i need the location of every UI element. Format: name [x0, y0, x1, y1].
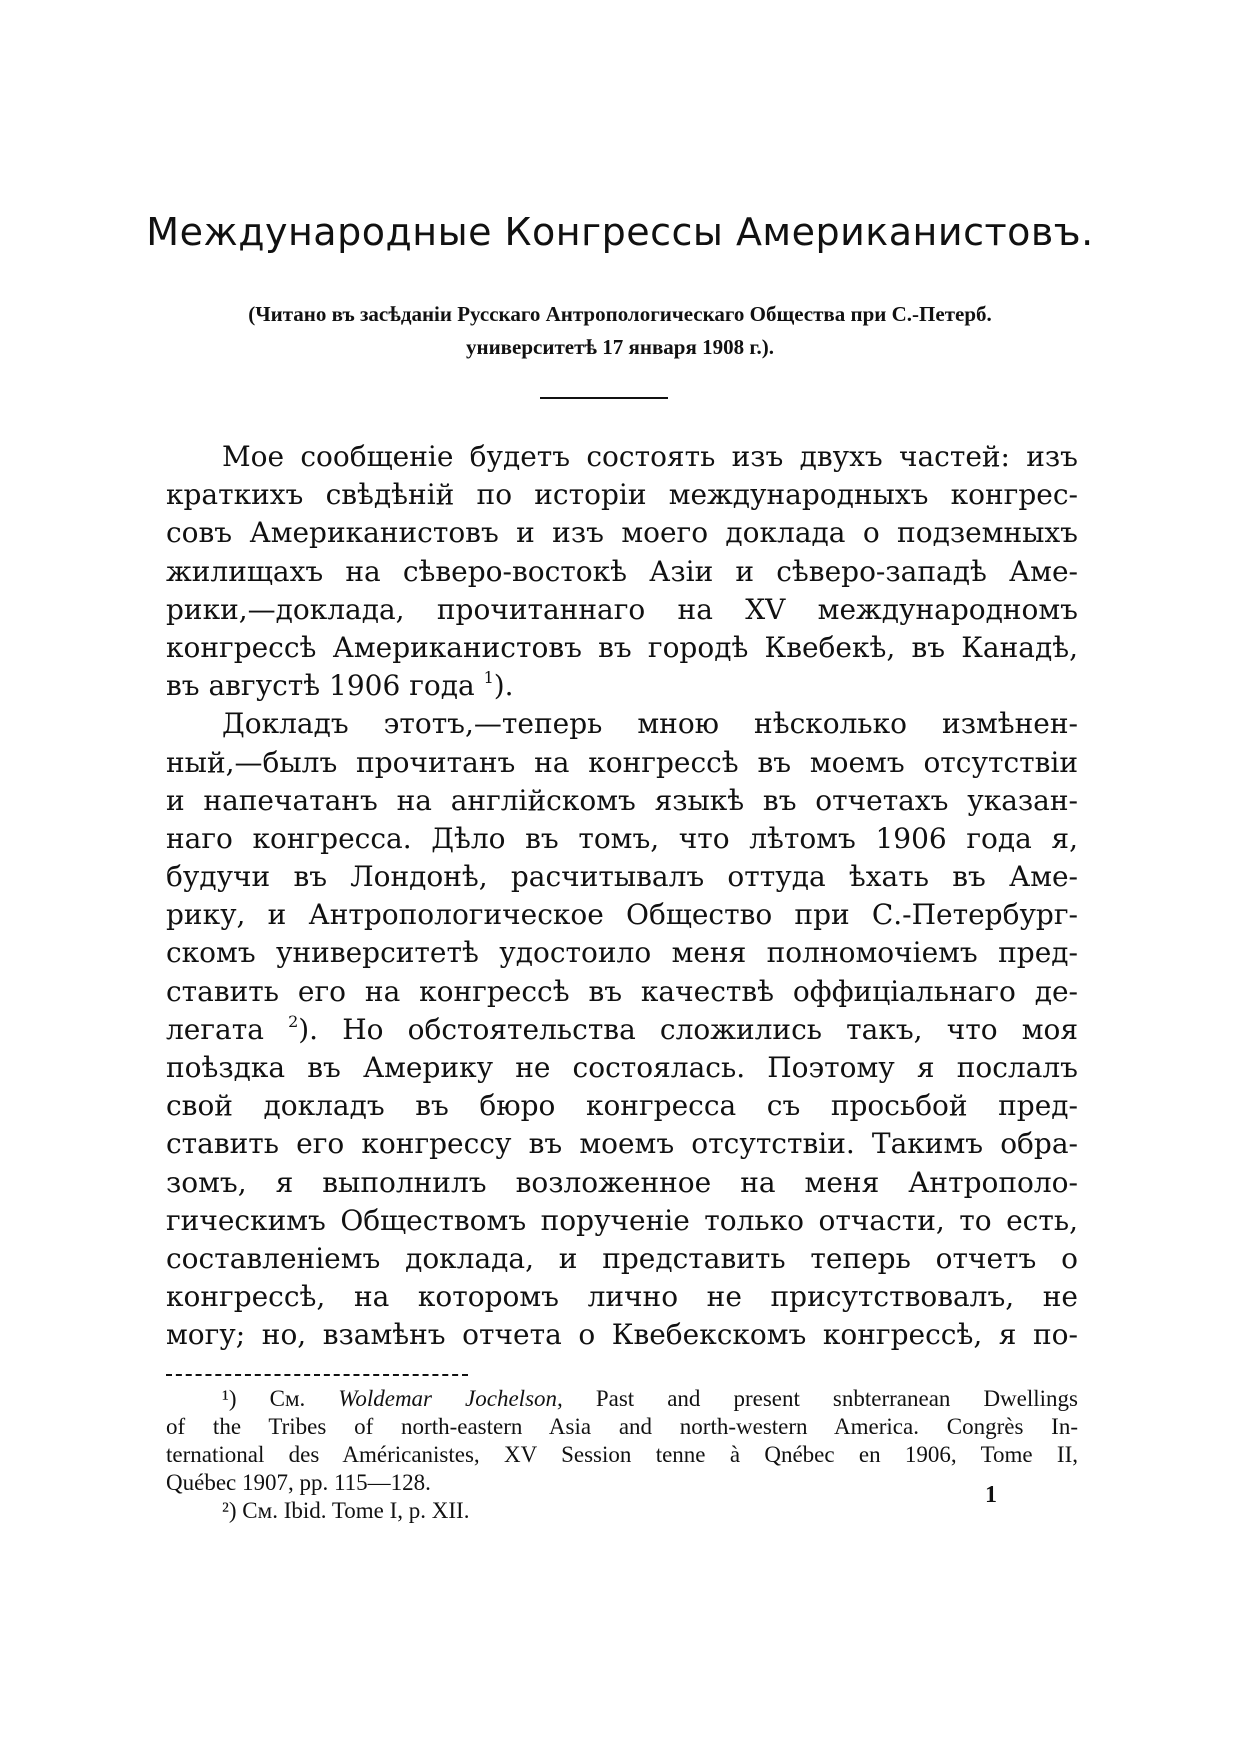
text-line: рику, и Антропологическое Общество при С.-Петербург-: [166, 898, 1078, 932]
text-line: гическимъ Обществомъ порученіе только отчасти, то есть,: [166, 1203, 1078, 1237]
text-line: поѣздка въ Америку не состоялась. Поэтому я послалъ: [166, 1051, 1078, 1084]
text-line: ставить его на конгрессѣ въ качествѣ оффиціальнаго де-: [166, 974, 1078, 1008]
footnote-author: Woldemar Jochelson,: [338, 1386, 563, 1411]
footnote-divider: [166, 1374, 468, 1376]
footnote-mark: ¹) См.: [222, 1386, 306, 1411]
footnote-1-line-4: Québec 1907, pp. 115—128.: [166, 1470, 431, 1495]
footnote-1-line-2: of the Tribes of north-eastern Asia and north-western America. Congrès In-: [166, 1414, 1078, 1439]
text-line: рики,—доклада, прочитаннаго на XV международномъ: [166, 592, 1078, 626]
text-line: зомъ, я выполнилъ возложенное на меня Антрополо-: [166, 1165, 1078, 1199]
subtitle-line-1: (Читано въ засѣданіи Русскаго Антропологическаго Общества при С.-Петерб.: [248, 302, 992, 326]
text-line: составленіемъ доклада, и представить теперь отчетъ о: [166, 1241, 1078, 1275]
footnote-text: Past and present snbterranean Dwellings: [595, 1386, 1078, 1411]
text-line: конгрессѣ, на которомъ лично не присутствовалъ, не: [166, 1280, 1078, 1314]
text-line: и напечатанъ на англійскомъ языкѣ въ отчетахъ указан-: [166, 783, 1078, 817]
paragraph-2: [166, 705, 1078, 1354]
subtitle-line-2: университетѣ 17 января 1908 г.).: [465, 335, 775, 359]
page-title: Международные Конгрессы Американистовъ.: [146, 210, 1094, 254]
footnote-ref-2: 2: [288, 1011, 299, 1031]
text-line: [166, 1011, 1078, 1049]
subtitle: [130, 298, 1110, 364]
text-line: свой докладъ въ бюро конгресса съ просьбой пред-: [166, 1089, 1078, 1123]
text-line: ставить его конгрессу въ моемъ отсутствіи. Такимъ обра-: [166, 1127, 1078, 1161]
text-fragment: въ августѣ 1906 года: [166, 669, 475, 703]
text-line-last: [166, 667, 1078, 705]
text-line: конгрессѣ Американистовъ въ городѣ Квебекѣ, въ Канадѣ,: [166, 630, 1078, 664]
footnote-ref-1: 1: [483, 668, 494, 688]
text-line: Докладъ этотъ,—теперь мною нѣсколько измѣнен-: [222, 707, 1078, 741]
text-fragment: легата: [166, 1012, 264, 1046]
text-line: совъ Американистовъ и изъ моего доклада о подземныхъ: [166, 516, 1078, 550]
footnotes: [166, 1385, 1078, 1525]
body-text: [166, 438, 1078, 1355]
text-line: наго конгресса. Дѣло въ томъ, что лѣтомъ 1906 года я,: [166, 821, 1078, 855]
text-line: будучи въ Лондонѣ, расчитывалъ оттуда ѣхать въ Аме-: [166, 860, 1078, 894]
footnote-1-line-1: [166, 1385, 1078, 1413]
text-line: могу; но, взамѣнъ отчета о Квебекскомъ конгрессѣ, я по-: [166, 1318, 1078, 1352]
text-line: Мое сообщеніе будетъ состоять изъ двухъ частей: изъ: [222, 440, 1078, 473]
page-number: 1: [985, 1482, 997, 1508]
paragraph-1: [166, 438, 1078, 705]
text-line: жилищахъ на сѣверо-востокѣ Азіи и сѣверо-западѣ Аме-: [166, 554, 1078, 588]
footnote-1-line-3: ternational des Américanistes, XV Session tenne à Qnébec en 1906, Tome II,: [166, 1442, 1078, 1467]
text-fragment: ). Но обстоятельства сложились такъ, что моя: [298, 1012, 1079, 1046]
text-line: ный,—былъ прочитанъ на конгрессѣ въ моемъ отсутствіи: [166, 745, 1078, 779]
text-line: скомъ университетѣ удостоило меня полномочіемъ пред-: [166, 936, 1078, 970]
title-divider: [540, 397, 668, 399]
text-fragment: ).: [493, 669, 514, 703]
footnote-2: ²) См. Ibid. Tome I, p. XII.: [222, 1498, 470, 1523]
text-line: краткихъ свѣдѣній по исторіи международныхъ конгрес-: [166, 478, 1078, 512]
